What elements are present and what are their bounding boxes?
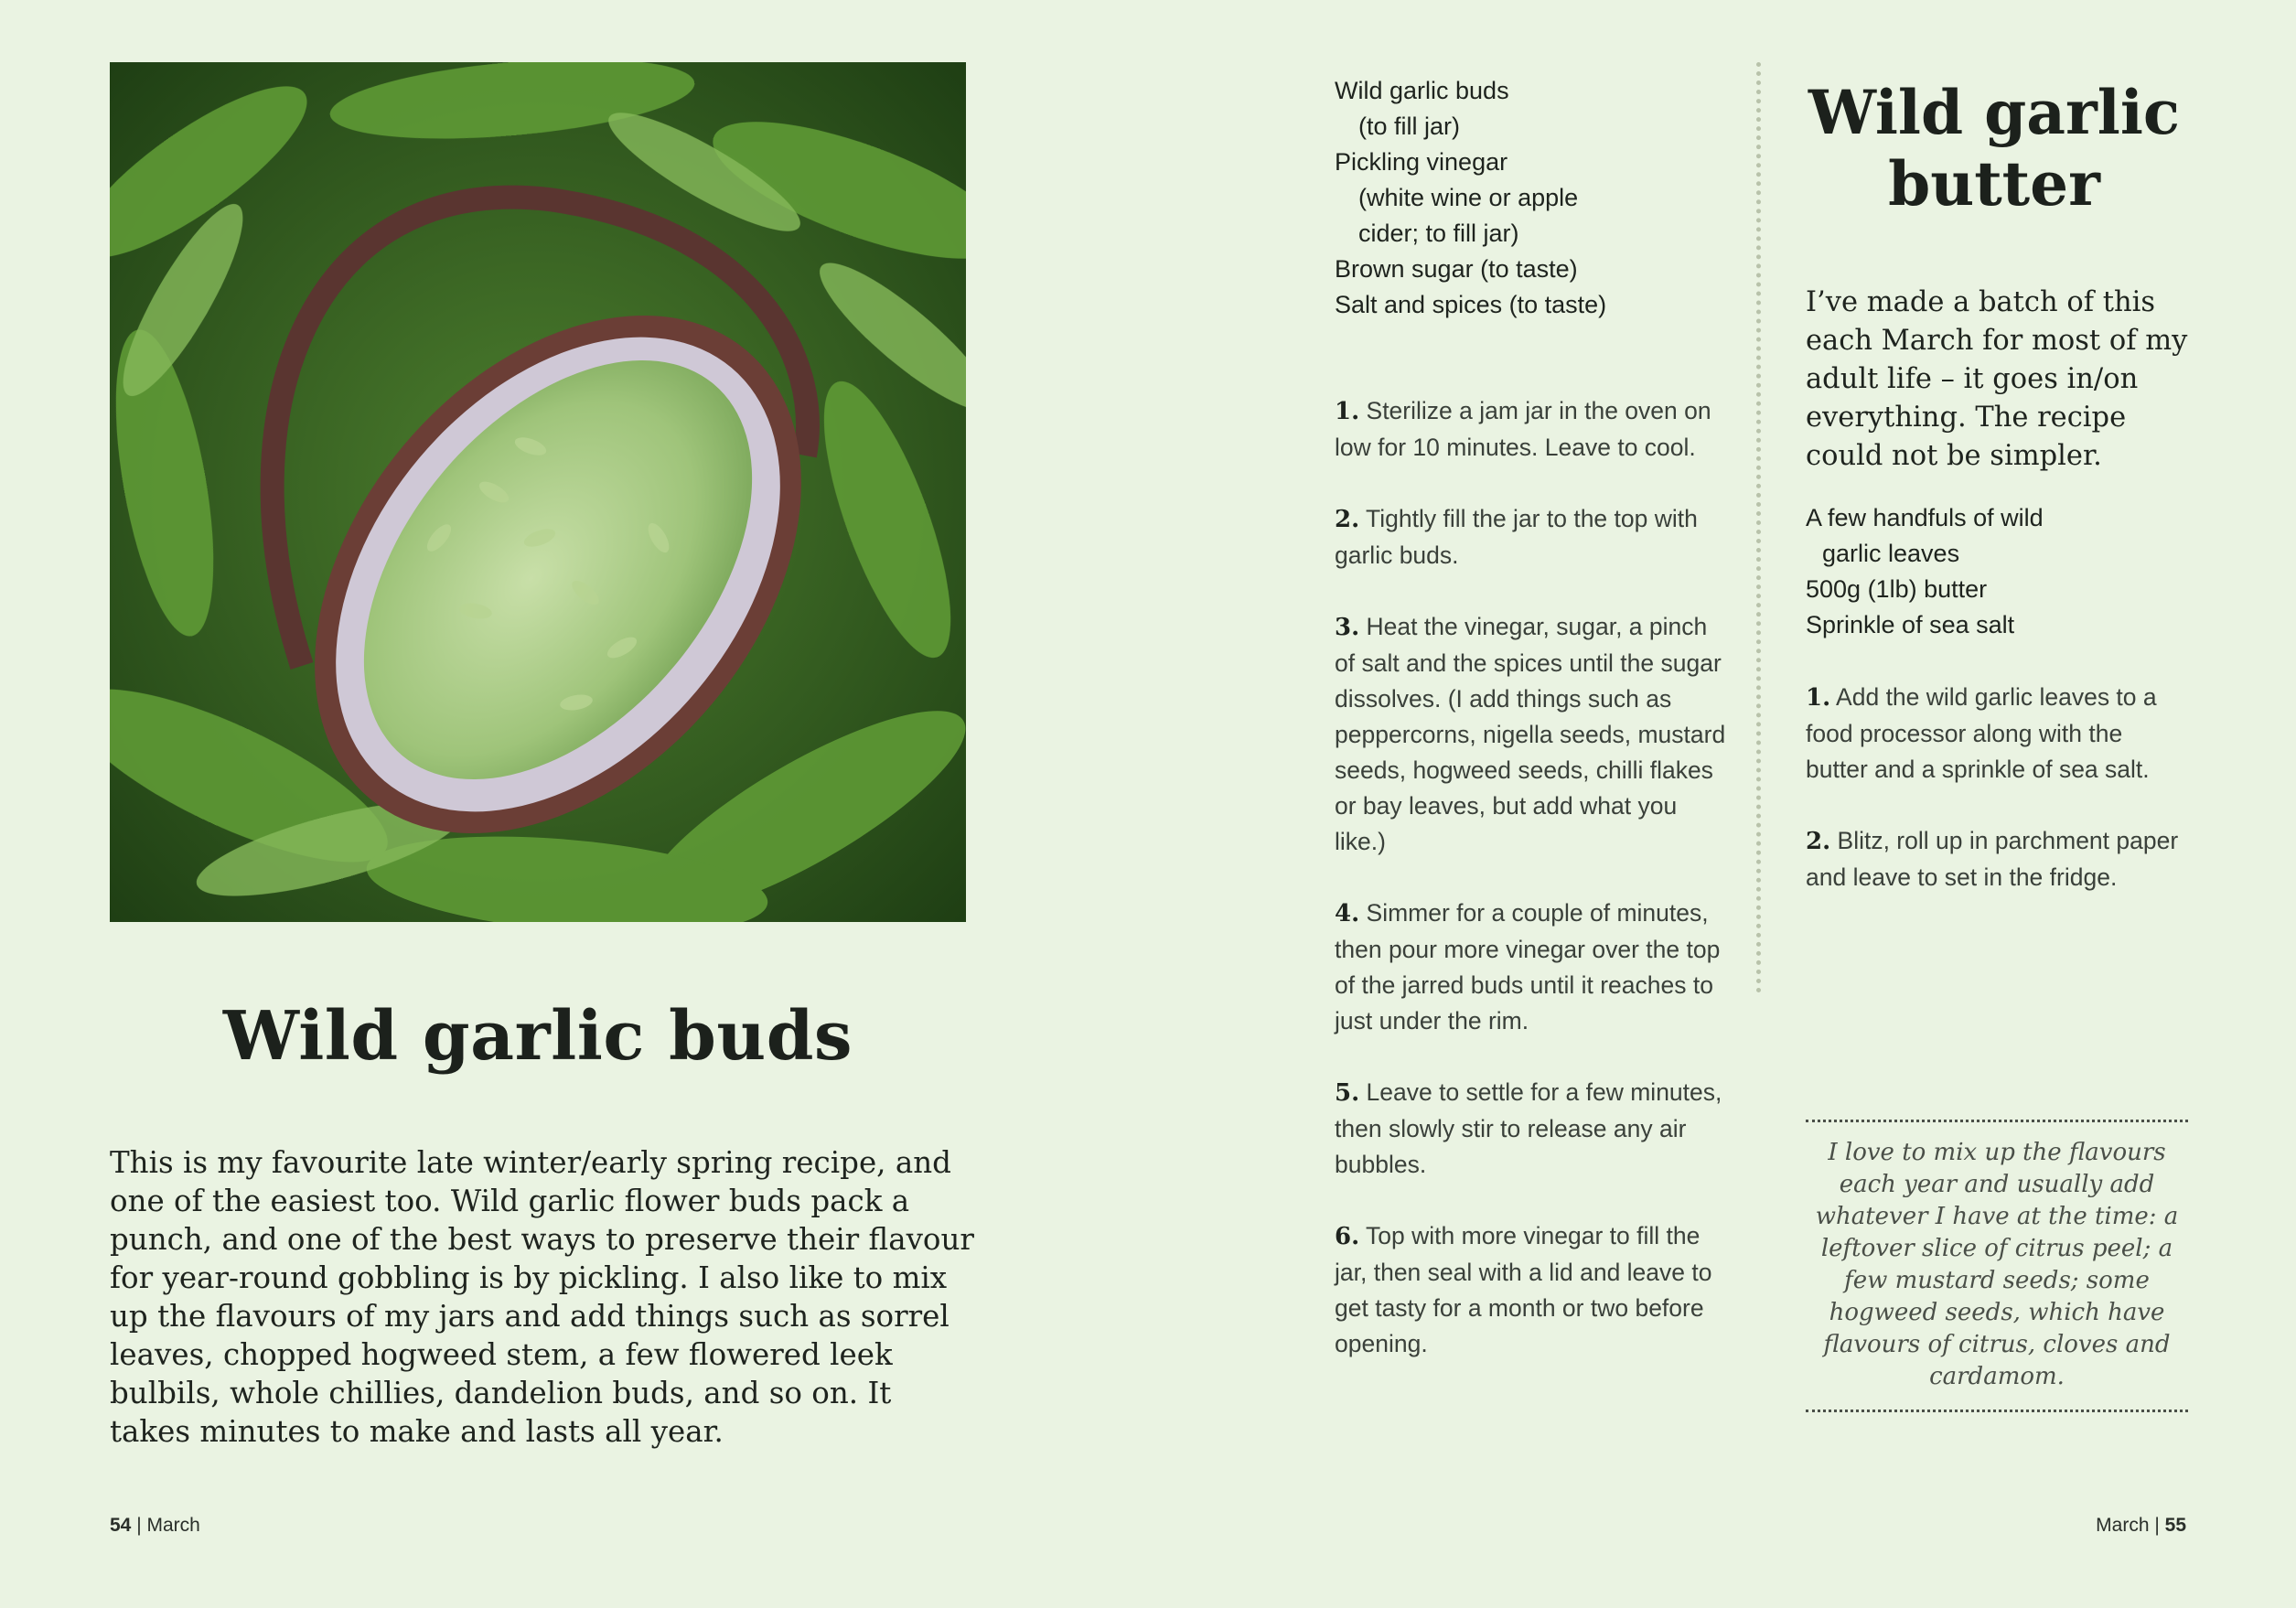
method-step	[1335, 1218, 1728, 1362]
step-text: Blitz, roll up in parchment paper and leave to set in the fridge.	[1806, 827, 2179, 891]
method-steps-butter	[1806, 680, 2190, 931]
step-number: 2.	[1806, 828, 1831, 855]
step-text: Top with more vinegar to fill the jar, then seal with a lid and leave to get tasty for a month or two before opening.	[1335, 1222, 1712, 1357]
footer-separator: |	[2149, 1515, 2165, 1536]
ingredients-list-butter	[1806, 500, 2190, 643]
method-steps-buds	[1335, 393, 1728, 1398]
butter-intro: I’ve made a batch of this each March for most of my adult life – it goes in/on everything. The recipe could not be simpler.	[1806, 286, 2188, 472]
ingredient-line: Salt and spices (to taste)	[1335, 291, 1607, 318]
column-divider	[1756, 62, 1761, 993]
step-text: Heat the vinegar, sugar, a pinch of salt and the spices until the sugar dissolves. (I add things such as peppercorns, nigella seeds, mustard seeds, hogweed seeds, chilli flakes or bay leaves, but add what you like.)	[1335, 613, 1726, 855]
title-line: butter	[1888, 148, 2100, 220]
method-step	[1335, 895, 1728, 1039]
step-number: 3.	[1335, 614, 1360, 641]
recipe-title-wild-garlic-buds: Wild garlic buds	[222, 997, 853, 1076]
page-footer-right	[2096, 1515, 2186, 1537]
ingredients-list-buds	[1335, 73, 1719, 323]
method-step	[1335, 1075, 1728, 1183]
step-number: 1.	[1806, 684, 1831, 712]
page-number: 54	[110, 1515, 132, 1536]
page-footer-left	[110, 1515, 200, 1537]
step-number: 2.	[1335, 506, 1360, 533]
method-step	[1335, 393, 1728, 466]
ingredient-line: (to fill jar)	[1358, 113, 1461, 140]
photo-illustration	[110, 62, 966, 922]
step-text: Sterilize a jam jar in the oven on low for 10 minutes. Leave to cool.	[1335, 397, 1711, 461]
step-number: 6.	[1335, 1223, 1360, 1250]
ingredient-line: Wild garlic buds	[1335, 77, 1509, 104]
title-line: Wild garlic	[1808, 77, 2181, 148]
footer-month: March	[146, 1515, 200, 1536]
method-step	[1335, 609, 1728, 860]
ingredient-line: cider; to fill jar)	[1358, 220, 1519, 247]
step-text: Simmer for a couple of minutes, then pour more vinegar over the top of the jarred buds until it reaches to just under the rim.	[1335, 899, 1721, 1034]
footer-month: March	[2096, 1515, 2150, 1536]
footer-separator: |	[131, 1515, 147, 1536]
ingredient-line: (white wine or apple	[1358, 184, 1579, 211]
step-number: 4.	[1335, 900, 1360, 927]
ingredient-line: Brown sugar (to taste)	[1335, 255, 1578, 283]
method-step	[1335, 501, 1728, 574]
ingredient-line: Sprinkle of sea salt	[1806, 611, 2015, 638]
method-step	[1806, 823, 2190, 895]
step-text: Add the wild garlic leaves to a food processor along with the butter and a sprinkle of sea salt.	[1806, 683, 2157, 783]
step-number: 5.	[1335, 1079, 1360, 1107]
ingredient-line: Pickling vinegar	[1335, 148, 1508, 176]
tip-box: I love to mix up the flavours each year and usually add whatever I have at the time: a leftover slice of citrus peel; a few mustard seeds; some hogweed seeds, which have flavours of citrus, cloves and cardamom.	[1806, 1120, 2188, 1412]
step-text: Leave to settle for a few minutes, then slowly stir to release any air bubbles.	[1335, 1078, 1722, 1178]
method-step	[1806, 680, 2190, 788]
ingredient-line: garlic leaves	[1822, 540, 1960, 567]
step-number: 1.	[1335, 398, 1360, 425]
recipe-intro: This is my favourite late winter/early spring recipe, and one of the easiest too. Wild garlic flower buds pack a punch, and one of the best ways to preserve their flavour for year-round gobbling is by pickling. I also like to mix up the flavours of my jars and add things such as sorrel leaves, chopped hogweed stem, a few flowered leek bulbils, whole chillies, dandelion buds, and so on. It takes minutes to make and lasts all year.	[110, 1145, 974, 1449]
ingredient-line: 500g (1lb) butter	[1806, 575, 1988, 603]
page-number: 55	[2164, 1515, 2186, 1536]
wild-garlic-photo	[110, 62, 966, 922]
step-text: Tightly fill the jar to the top with garlic buds.	[1335, 505, 1698, 569]
ingredient-line: A few handfuls of wild	[1806, 504, 2044, 531]
recipe-title-wild-garlic-butter	[1802, 77, 2186, 220]
